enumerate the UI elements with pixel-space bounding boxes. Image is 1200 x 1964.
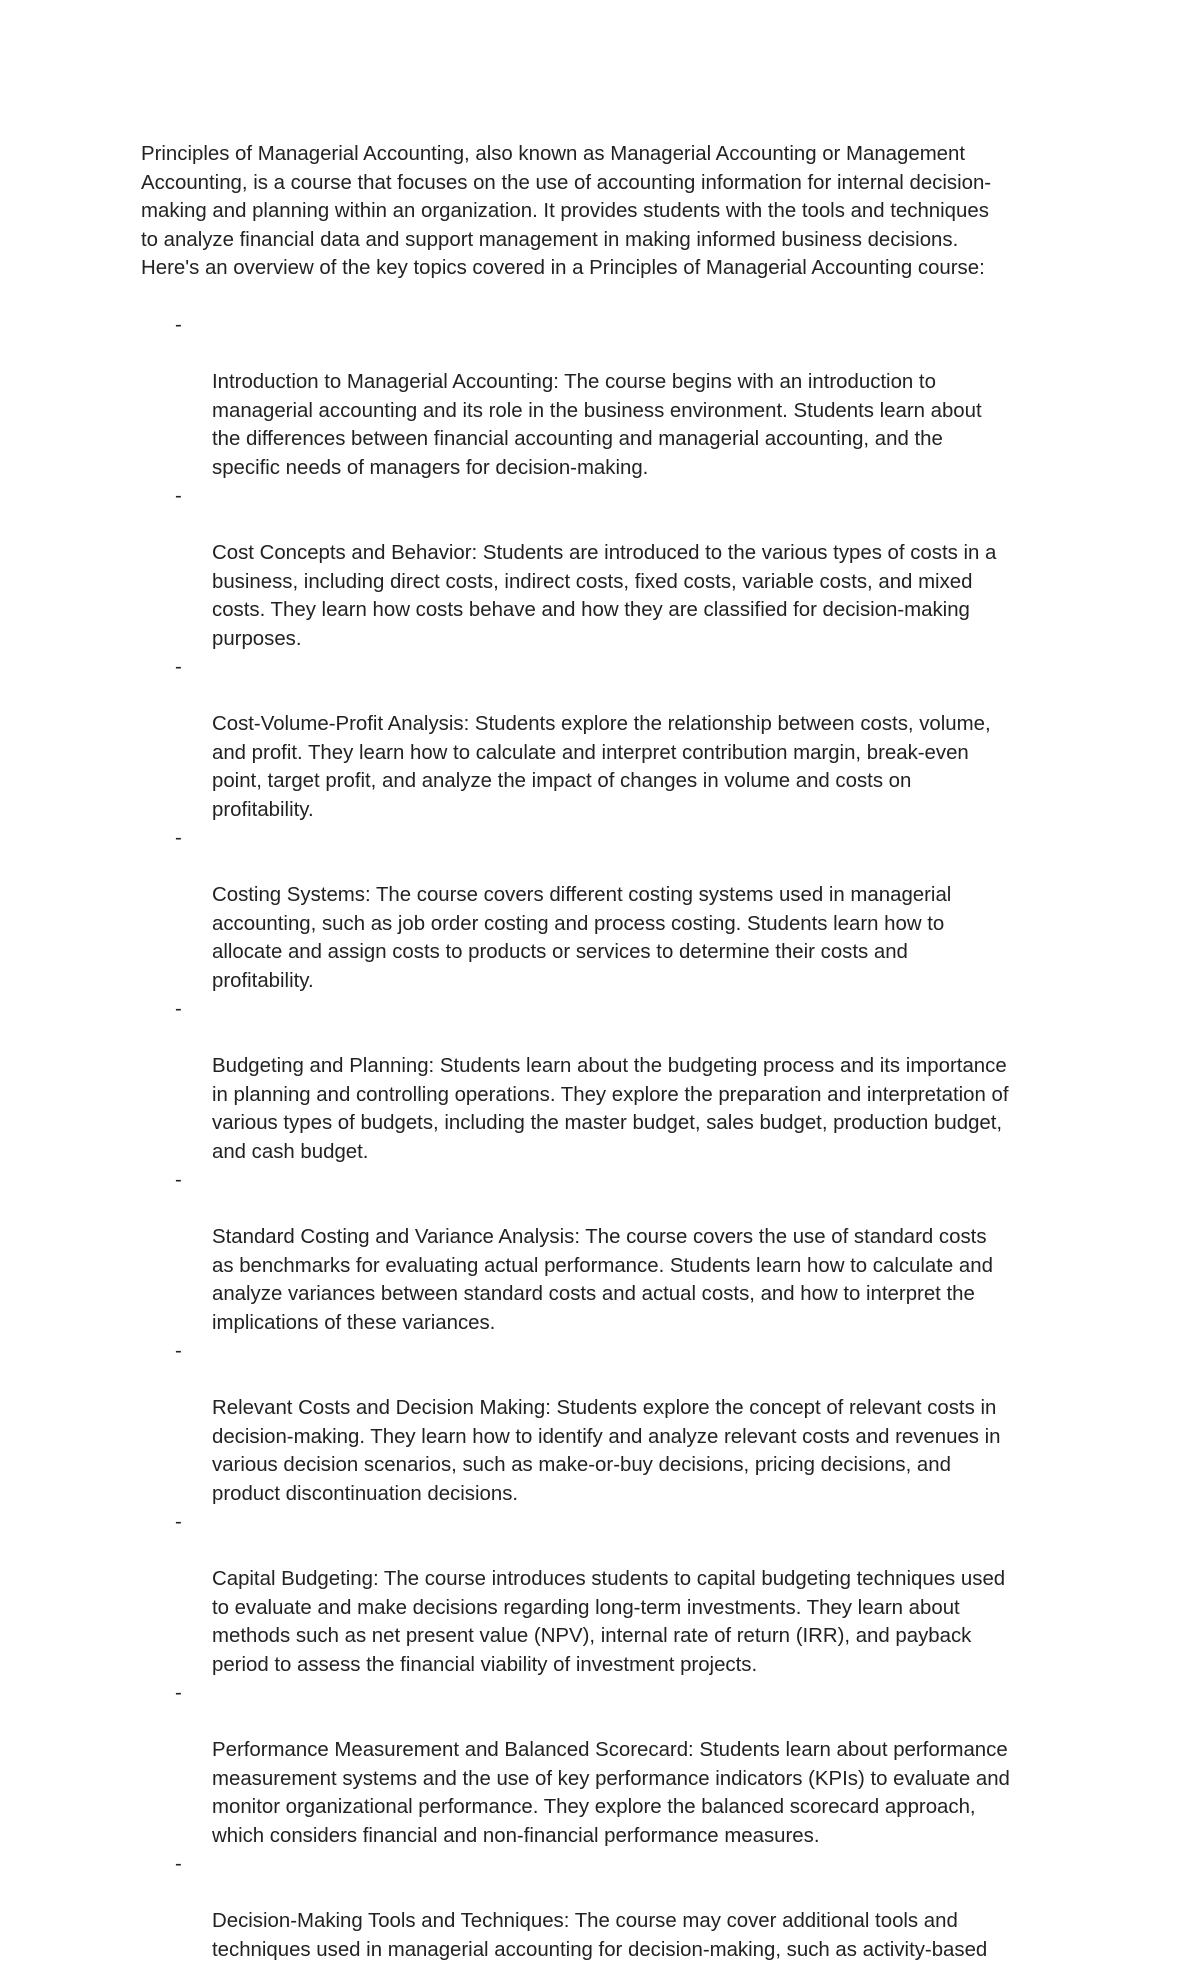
document-body (141, 140, 1071, 1964)
list-item-text: Relevant Costs and Decision Making: Students explore the concept of relevant costs in decision-making. They learn how to identify and analyze relevant costs and revenues in various decision scenarios, such as make-or-buy decisions, pricing decisions, and product discontinuation decisions. (212, 1397, 1001, 1505)
bullet-dash: - (175, 1682, 182, 1704)
list-item-text: Budgeting and Planning: Students learn about the budgeting process and its importance in planning and controlling operations. They explore the preparation and interpretation of various types of budgets, including the master budget, sales budget, production budget, and cash budget. (212, 1055, 1009, 1163)
list-item-text: Performance Measurement and Balanced Scorecard: Students learn about performance measurement systems and the use of key performance indicators (KPIs) to evaluate and monitor organizational performance. They explore the balanced scorecard approach, which considers financial and non-financial performance measures. (212, 1739, 1010, 1847)
list-item (141, 1679, 1071, 1850)
list-item-text: Capital Budgeting: The course introduces students to capital budgeting techniques used to evaluate and make decisions regarding long-term investments. They learn about methods such as net present value (NPV), internal rate of return (IRR), and payback period to assess the financial viability of investment projects. (212, 1568, 1006, 1676)
list-item (141, 995, 1071, 1166)
list-item (141, 482, 1071, 653)
list-item (141, 1508, 1071, 1679)
intro-paragraph: Principles of Managerial Accounting, also known as Managerial Accounting or Management Accounting, is a course that focuses on the use of accounting information for internal decision- making and planning within an organization. It provides students with the tools and techniques to analyze financial data and support management in making informed business decisions. Here's an overview of the key topics covered in a Principles of Managerial Accounting course: (141, 143, 992, 279)
bullet-dash: - (175, 998, 182, 1020)
list-item-text: Cost Concepts and Behavior: Students are introduced to the various types of costs in a business, including direct costs, indirect costs, fixed costs, variable costs, and mixed costs. They learn how costs behave and how they are classified for decision-making purposes. (212, 542, 997, 650)
list-item (141, 1166, 1071, 1337)
list-item (141, 1850, 1071, 1964)
list-item-text: Costing Systems: The course covers different costing systems used in managerial accounting, such as job order costing and process costing. Students learn how to allocate and assign costs to products or services to determine their costs and profitability. (212, 884, 952, 992)
list-item-text: Introduction to Managerial Accounting: The course begins with an introduction to managerial accounting and its role in the business environment. Students learn about the differences between financial accounting and managerial accounting, and the specific needs of managers for decision-making. (212, 371, 982, 479)
list-item-text: Decision-Making Tools and Techniques: The course may cover additional tools and techniques used in managerial accounting for decision-making, such as activity-based (212, 1910, 988, 1961)
list-item (141, 653, 1071, 824)
bullet-dash: - (175, 827, 182, 849)
paragraph-spacer (141, 283, 1071, 312)
bullet-dash: - (175, 314, 182, 336)
bullet-dash: - (175, 485, 182, 507)
bullet-dash: - (175, 1169, 182, 1191)
list-item-text: Standard Costing and Variance Analysis: The course covers the use of standard costs as benchmarks for evaluating actual performance. Students learn how to calculate and analyze variances between standard costs and actual costs, and how to interpret the implications of these variances. (212, 1226, 993, 1334)
list-item (141, 1337, 1071, 1508)
bullet-dash: - (175, 1853, 182, 1875)
list-item-text: Cost-Volume-Profit Analysis: Students explore the relationship between costs, volume, and profit. They learn how to calculate and interpret contribution margin, break-even point, target profit, and analyze the impact of changes in volume and costs on profitability. (212, 713, 991, 821)
topic-list (141, 311, 1071, 1964)
bullet-dash: - (175, 1511, 182, 1533)
list-item (141, 311, 1071, 482)
bullet-dash: - (175, 656, 182, 678)
list-item (141, 824, 1071, 995)
bullet-dash: - (175, 1340, 182, 1362)
